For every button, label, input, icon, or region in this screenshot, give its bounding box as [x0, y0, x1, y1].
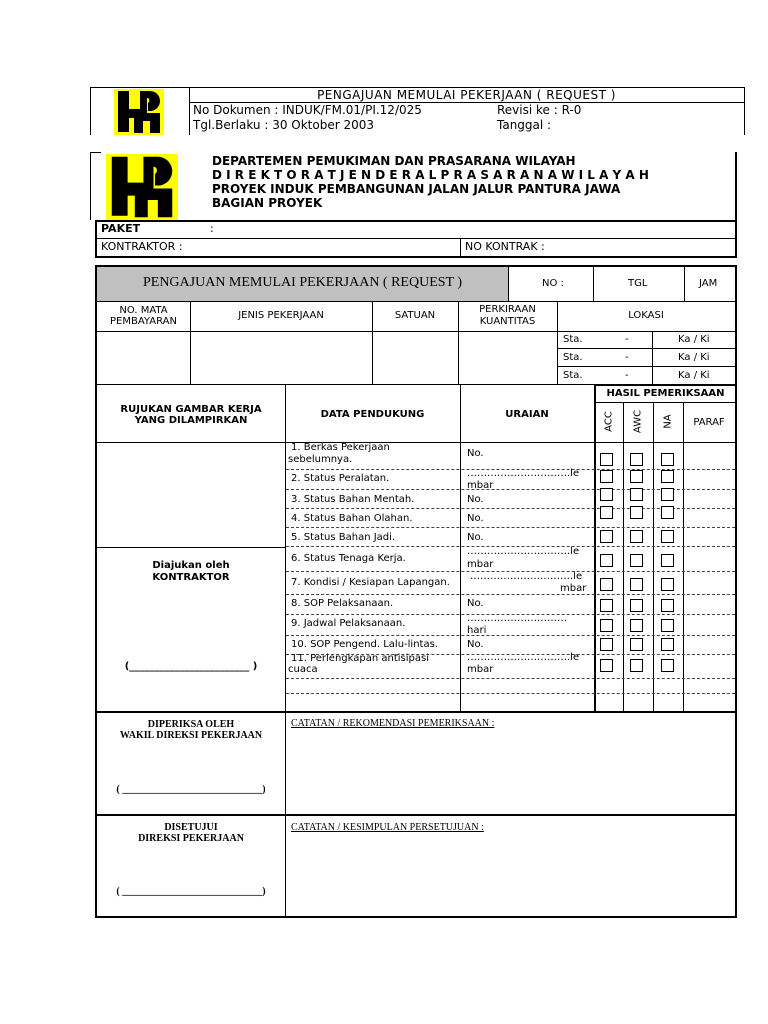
- kontraktor-label: KONTRAKTOR :: [101, 240, 183, 253]
- item-6-label: 6. Status Tenaga Kerja.: [291, 553, 406, 564]
- na-checkbox[interactable]: [661, 599, 674, 612]
- lokasi-dash-1: -: [625, 334, 629, 345]
- diajukan-oleh-label: Diajukan oleh: [152, 560, 230, 571]
- item-8-label: 8. SOP Pelaksanaan.: [291, 598, 394, 609]
- awc-checkbox[interactable]: [630, 506, 643, 519]
- na-checkbox[interactable]: [661, 470, 674, 483]
- acc-checkbox[interactable]: [600, 659, 613, 672]
- lokasi-sta-2: Sta.: [563, 352, 583, 363]
- rujukan-label-1: RUJUKAN GAMBAR KERJA: [120, 404, 262, 415]
- tanggal: Tanggal :: [497, 118, 552, 132]
- request-title: PENGAJUAN MEMULAI PEKERJAAN ( REQUEST ): [142, 275, 463, 290]
- item-1-uraian: No.: [467, 448, 484, 459]
- rujukan-label-2: YANG DILAMPIRKAN: [134, 415, 248, 426]
- awc-checkbox[interactable]: [630, 554, 643, 567]
- acc-checkbox[interactable]: [600, 619, 613, 632]
- item-1-label: 1. Berkas Pekerjaan: [291, 442, 390, 453]
- lokasi-kaki-3: Ka / Ki: [678, 370, 710, 381]
- item-1-label-2: sebelumnya.: [288, 454, 353, 465]
- direksi-signature: ( ____________________________): [116, 886, 266, 897]
- item-9-uraian-2: hari: [467, 625, 487, 636]
- item-10-uraian: No.: [467, 639, 484, 650]
- col-satuan: SATUAN: [394, 310, 436, 321]
- paket-label: PAKET: [101, 222, 141, 235]
- lokasi-dash-2: -: [625, 352, 629, 363]
- na-checkbox[interactable]: [661, 638, 674, 651]
- awc-checkbox[interactable]: [630, 488, 643, 501]
- no-dokumen: No Dokumen : INDUK/FM.01/PI.12/025: [193, 103, 422, 117]
- na-checkbox[interactable]: [661, 453, 674, 466]
- catatan-kesimpulan-label: CATATAN / KESIMPULAN PERSETUJUAN :: [291, 822, 484, 833]
- item-10-label: 10. SOP Pengend. Lalu-lintas.: [291, 639, 438, 650]
- org-line-2: D I R E K T O R A T J E N D E R A L P R A S A R A N A W I L A Y A H: [212, 168, 649, 182]
- acc-checkbox[interactable]: [600, 488, 613, 501]
- logo-large-icon: [106, 153, 178, 221]
- item-4-label: 4. Status Bahan Olahan.: [291, 513, 413, 524]
- item-3-label: 3. Status Bahan Mentah.: [291, 494, 415, 505]
- paket-colon: :: [210, 222, 214, 235]
- acc-checkbox[interactable]: [600, 638, 613, 651]
- item-11-uraian-2: mbar: [467, 664, 494, 675]
- awc-checkbox[interactable]: [630, 530, 643, 543]
- na-checkbox[interactable]: [661, 554, 674, 567]
- item-11-label: 11. Perlengkapan antisipasi: [291, 653, 429, 664]
- request-tgl: TGL: [628, 278, 648, 289]
- wakil-direksi-signature: ( ____________________________): [116, 784, 266, 795]
- kontraktor-signature: (________________________ ): [124, 661, 258, 672]
- awc-checkbox[interactable]: [630, 470, 643, 483]
- acc-checkbox[interactable]: [600, 578, 613, 591]
- tgl-berlaku: Tgl.Berlaku : 30 Oktober 2003: [193, 118, 375, 132]
- awc-checkbox[interactable]: [630, 599, 643, 612]
- org-line-3: PROYEK INDUK PEMBANGUNAN JALAN JALUR PANTURA JAWA: [212, 182, 621, 196]
- lokasi-kaki-1: Ka / Ki: [678, 334, 710, 345]
- disetujui-label: DISETUJUI: [164, 822, 218, 833]
- na-checkbox[interactable]: [661, 578, 674, 591]
- awc-checkbox[interactable]: [630, 578, 643, 591]
- logo-icon: [114, 89, 164, 135]
- lokasi-dash-3: -: [625, 370, 629, 381]
- hasil-pemeriksaan-label: HASIL PEMERIKSAAN: [606, 388, 725, 399]
- col-perkiraan-1: PERKIRAAN: [479, 304, 536, 315]
- no-kontrak-label: NO KONTRAK :: [465, 240, 545, 253]
- awc-checkbox[interactable]: [630, 638, 643, 651]
- col-no-mata-2: PEMBAYARAN: [110, 316, 177, 327]
- acc-checkbox[interactable]: [600, 470, 613, 483]
- item-3-uraian: No.: [467, 494, 484, 505]
- acc-checkbox[interactable]: [600, 453, 613, 466]
- na-checkbox[interactable]: [661, 659, 674, 672]
- lokasi-kaki-2: Ka / Ki: [678, 352, 710, 363]
- item-11-label-2: cuaca: [288, 664, 318, 675]
- item-5-uraian: No.: [467, 532, 484, 543]
- awc-checkbox[interactable]: [630, 453, 643, 466]
- item-6-uraian: ………………………….le: [467, 546, 580, 557]
- na-checkbox[interactable]: [661, 530, 674, 543]
- na-checkbox[interactable]: [661, 488, 674, 501]
- item-2-label: 2. Status Peralatan.: [291, 473, 390, 484]
- na-checkbox[interactable]: [661, 506, 674, 519]
- wakil-direksi-label: WAKIL DIREKSI PEKERJAAN: [119, 730, 263, 741]
- lokasi-sta-1: Sta.: [563, 334, 583, 345]
- item-7-uraian: ………………………….le: [470, 571, 583, 582]
- acc-checkbox[interactable]: [600, 506, 613, 519]
- item-4-uraian: No.: [467, 513, 484, 524]
- item-5-label: 5. Status Bahan Jadi.: [291, 532, 396, 543]
- item-9-label: 9. Jadwal Pelaksanaan.: [291, 618, 406, 629]
- diperiksa-oleh-label: DIPERIKSA OLEH: [147, 719, 235, 730]
- revisi: Revisi ke : R-0: [497, 103, 582, 117]
- item-7-label: 7. Kondisi / Kesiapan Lapangan.: [291, 577, 450, 588]
- item-7-uraian-2: mbar: [560, 583, 587, 594]
- na-label: NA: [662, 414, 674, 429]
- acc-label: ACC: [603, 411, 615, 432]
- kontraktor-label-2: KONTRAKTOR: [152, 572, 230, 583]
- org-line-1: DEPARTEMEN PEMUKIMAN DAN PRASARANA WILAYAH: [212, 154, 576, 168]
- item-8-uraian: No.: [467, 598, 484, 609]
- catatan-rekomendasi-label: CATATAN / REKOMENDASI PEMERIKSAAN :: [291, 718, 495, 729]
- org-line-4: BAGIAN PROYEK: [212, 196, 323, 210]
- item-11-uraian: ………………………….le: [467, 652, 580, 663]
- document-title: PENGAJUAN MEMULAI PEKERJAAN ( REQUEST ): [317, 88, 616, 102]
- request-no: NO :: [542, 278, 564, 289]
- awc-checkbox[interactable]: [630, 619, 643, 632]
- col-lokasi: LOKASI: [628, 310, 664, 321]
- awc-checkbox[interactable]: [630, 659, 643, 672]
- lokasi-sta-3: Sta.: [563, 370, 583, 381]
- col-no-mata-1: NO. MATA: [119, 305, 168, 316]
- acc-checkbox[interactable]: [600, 530, 613, 543]
- item-9-uraian: …………………………: [467, 613, 567, 624]
- acc-checkbox[interactable]: [600, 599, 613, 612]
- col-jenis-pekerjaan: JENIS PEKERJAAN: [238, 310, 324, 321]
- item-2-uraian: ………………………….le: [467, 468, 580, 479]
- paraf-label: PARAF: [693, 417, 725, 428]
- col-perkiraan-2: KUANTITAS: [479, 316, 536, 327]
- direksi-pekerjaan-label: DIREKSI PEKERJAAN: [138, 833, 244, 844]
- data-pendukung-label: DATA PENDUKUNG: [320, 409, 425, 420]
- uraian-label: URAIAN: [505, 409, 549, 420]
- acc-checkbox[interactable]: [600, 554, 613, 567]
- item-2-uraian-2: mbar: [467, 480, 494, 491]
- request-jam: JAM: [699, 278, 718, 289]
- item-6-uraian-2: mbar: [467, 559, 494, 570]
- awc-label: AWC: [632, 409, 644, 434]
- na-checkbox[interactable]: [661, 619, 674, 632]
